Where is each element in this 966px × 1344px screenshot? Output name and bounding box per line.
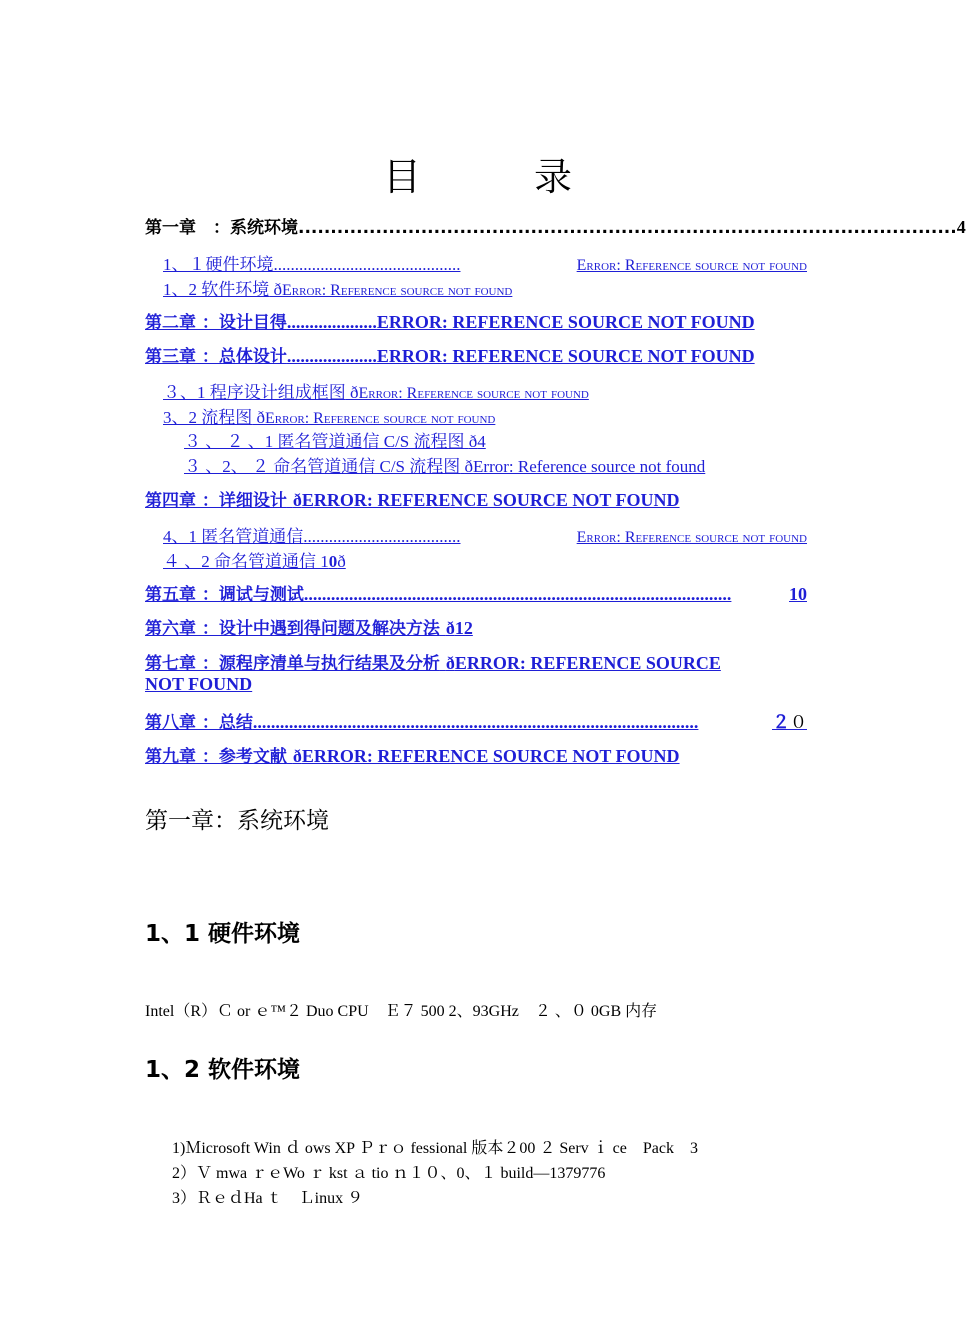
- toc-ch5-page: 10: [789, 584, 807, 604]
- toc-s31-page: Error: Reference source not found: [358, 385, 589, 402]
- toc-ch5-dots: ...............................................................................................: [303, 584, 732, 604]
- software-heading: [145, 1051, 300, 1084]
- toc-s12-page: Error: Reference source not found: [282, 282, 513, 299]
- toc-ch2-label: 第二章 ：设计目得: [145, 313, 287, 333]
- toc-s12-sep: ð: [273, 280, 282, 299]
- toc-entry-ch2[interactable]: [145, 308, 807, 333]
- hardware-heading: [145, 915, 300, 948]
- toc-ch9-page: ERROR: REFERENCE SOURCE NOT FOUND: [301, 746, 680, 766]
- toc-title-left: 目: [383, 155, 422, 199]
- toc-ch8-label: 第八章 ：总结: [145, 713, 253, 733]
- software-heading-text: 1、2 软件环境: [145, 1057, 301, 1083]
- chapter1-heading: [145, 802, 329, 835]
- toc-ch9-sep: ð: [292, 746, 302, 766]
- toc-ch1-label: 第一章 ：系统环境: [145, 218, 298, 238]
- toc-s42-bold-digit: 0: [328, 552, 338, 571]
- toc-ch8-dots: ...................................................................................................: [252, 712, 699, 732]
- toc-ch1-page: 4: [956, 217, 966, 237]
- toc-ch2-page: ERROR: REFERENCE SOURCE NOT FOUND: [376, 312, 755, 332]
- toc-entry-ch5[interactable]: [145, 580, 807, 605]
- toc-s31-sep: ð: [350, 383, 359, 402]
- toc-s11-dots: ............................................: [273, 255, 461, 274]
- toc-entry-ch7[interactable]: [145, 649, 721, 674]
- toc-entry-ch3[interactable]: [145, 342, 807, 367]
- toc-ch2-dots: ....................: [286, 312, 377, 332]
- software-item-2: 2）Ｖ mwa ｒｅWo ｒ kst ａ tio ｎ１０、0、１ build—1379776: [172, 1165, 606, 1182]
- toc-ch9-label: 第九章 ：参考文献: [145, 747, 287, 767]
- toc-ch7-page: ERROR: REFERENCE SOURCE: [454, 653, 721, 673]
- chapter1-heading-text: 第一章：系统环境: [145, 808, 329, 834]
- toc-s11-label: 1、１硬件环境: [163, 255, 274, 274]
- toc-entry-s32[interactable]: [163, 403, 495, 428]
- toc-ch6-sep: ð: [445, 618, 455, 638]
- toc-ch5-label: 第五章 ：调试与测试: [145, 585, 304, 605]
- toc-entry-ch9[interactable]: [145, 742, 680, 767]
- toc-s41-page: Error: Reference source not found: [576, 529, 807, 546]
- toc-entry-ch6[interactable]: [145, 614, 473, 639]
- toc-s32-sep: ð: [256, 408, 265, 427]
- toc-s41-label: 4、1 匿名管道通信: [163, 527, 304, 546]
- toc-entry-s31[interactable]: [163, 378, 589, 403]
- toc-s321-label: ３ 、 ２ 、1 匿名管道通信 C/S 流程图: [184, 432, 465, 451]
- toc-entry-ch1[interactable]: [145, 213, 966, 238]
- toc-s12-label: 1、2 软件环境: [163, 280, 270, 299]
- toc-ch4-label: 第四章 ：详细设计: [145, 491, 287, 511]
- toc-s11-page: Error: Reference source not found: [576, 257, 807, 274]
- toc-s32-label: 3、2 流程图: [163, 408, 253, 427]
- toc-title-right: 录: [534, 155, 573, 199]
- toc-ch3-label: 第三章 ：总体设计: [145, 347, 287, 367]
- software-item-1: 1)Ｍicrosoft Win ｄ ows XP Ｐｒｏ fessional 版本２00 ２ Serv ｉ ce Pack 3: [172, 1140, 698, 1157]
- toc-ch3-dots: ....................: [286, 346, 377, 366]
- toc-s322-sep: ð: [464, 457, 474, 476]
- toc-ch8-page: ２: [772, 712, 790, 732]
- toc-s42-sep: ð: [337, 552, 346, 571]
- toc-s322-page: Error: Reference source not found: [473, 457, 706, 476]
- toc-entry-s12[interactable]: [163, 275, 512, 300]
- software-item-3: 3）ＲｅｄHa ｔ Ｌinux ９: [172, 1190, 364, 1207]
- toc-s32-page: Error: Reference source not found: [265, 410, 496, 427]
- toc-entry-s41[interactable]: [163, 522, 807, 547]
- toc-ch7-sep: ð: [445, 653, 455, 673]
- toc-ch6-label: 第六章 ：设计中遇到得问题及解决方法: [145, 619, 440, 639]
- toc-ch1-dots: ......................................................................................................: [298, 218, 957, 238]
- toc-s321-sep: ð: [468, 432, 478, 451]
- toc-entry-ch8[interactable]: [145, 708, 807, 734]
- toc-s41-dots: .....................................: [303, 527, 461, 546]
- toc-ch8-tail: ０: [790, 713, 807, 733]
- toc-ch4-sep: ð: [292, 490, 302, 510]
- toc-s321-page: 4: [477, 432, 486, 451]
- toc-ch7-page-cont: NOT FOUND: [145, 674, 253, 694]
- toc-entry-s321[interactable]: [184, 427, 486, 452]
- toc-ch3-page: ERROR: REFERENCE SOURCE NOT FOUND: [376, 346, 755, 366]
- toc-entry-s11[interactable]: [163, 250, 807, 275]
- toc-s31-label: ３、1 程序设计组成框图: [163, 383, 346, 402]
- hardware-text: Intel（R）Ｃ or ｅ™２ Duo CPU Ｅ７ 500 2、93GHz ２ 、０ 0GB 内存: [145, 1003, 658, 1020]
- toc-ch7-label: 第七章 ：源程序清单与执行结果及分析: [145, 654, 440, 674]
- toc-ch4-page: ERROR: REFERENCE SOURCE NOT FOUND: [301, 490, 680, 510]
- hardware-heading-text: 1、1 硬件环境: [145, 921, 301, 947]
- toc-entry-s322[interactable]: [184, 452, 705, 477]
- toc-ch6-page: 12: [454, 618, 473, 638]
- toc-s42-label: ４ 、2 命名管道通信 1: [163, 552, 329, 571]
- toc-entry-s42[interactable]: [163, 547, 346, 572]
- toc-s322-label: ３ 、2、 ２ 命名管道通信 C/S 流程图: [184, 457, 461, 476]
- toc-entry-ch7-cont[interactable]: [145, 674, 252, 695]
- toc-entry-ch4[interactable]: [145, 486, 680, 511]
